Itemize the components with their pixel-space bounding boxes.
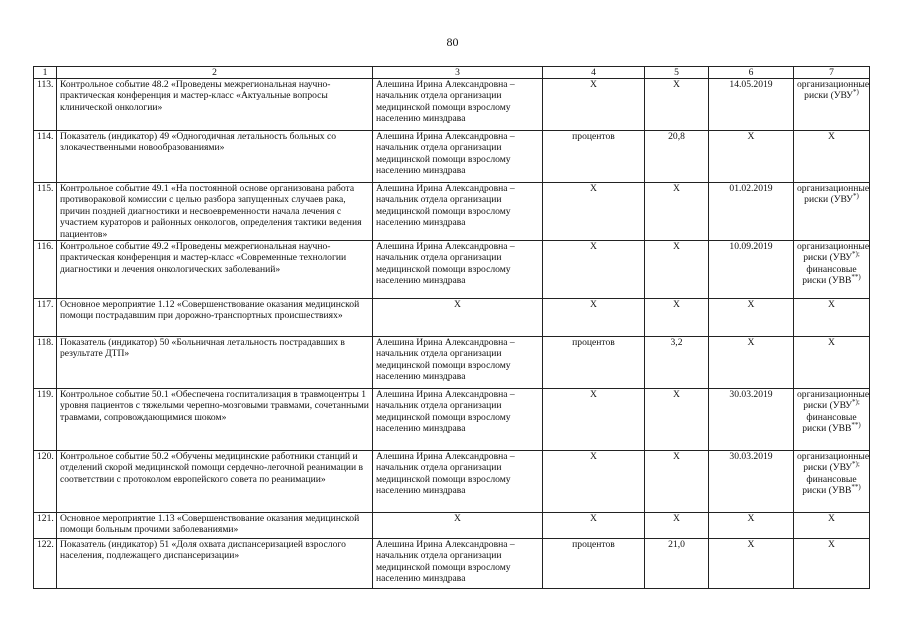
indicator-value: 20,8 xyxy=(645,131,709,183)
responsible-person: Алешина Ирина Александровна – начальник отдела организации медицинской помощи взрослому населению минздрава xyxy=(373,451,543,513)
row-number: 120. xyxy=(34,451,57,513)
risk-cell xyxy=(794,183,870,241)
risk-code-mark: *) xyxy=(852,192,859,201)
risk-label: организационные риски xyxy=(797,241,870,264)
due-date: Х xyxy=(709,131,794,183)
risk-label: Х xyxy=(828,513,835,525)
due-date: Х xyxy=(709,299,794,337)
unit-of-measure: Х xyxy=(543,79,645,131)
risk-code-mark: *); xyxy=(852,460,860,469)
column-number: 4 xyxy=(543,67,645,79)
risk-label: организационные риски xyxy=(797,79,870,102)
unit-of-measure: Х xyxy=(543,183,645,241)
unit-of-measure: процентов xyxy=(543,131,645,183)
due-date: Х xyxy=(709,337,794,389)
risk-code: (УВУ xyxy=(829,252,852,264)
responsible-person: Алешина Ирина Александровна – начальник отдела организации медицинской помощи взрослому населению минздрава xyxy=(373,539,543,589)
table-row xyxy=(34,131,870,183)
row-number: 122. xyxy=(34,539,57,589)
due-date: 30.03.2019 xyxy=(709,389,794,451)
risk-label-financial: финансовые риски xyxy=(802,263,857,287)
risk-cell xyxy=(794,389,870,451)
plan-table xyxy=(33,66,870,589)
due-date: 01.02.2019 xyxy=(709,183,794,241)
column-number: 6 xyxy=(709,67,794,79)
risk-code-financial: (УВВ xyxy=(828,423,852,435)
indicator-value: 3,2 xyxy=(645,337,709,389)
unit-of-measure: процентов xyxy=(543,337,645,389)
risk-cell xyxy=(794,241,870,299)
row-description: Основное мероприятие 1.12 «Совершенствование оказания медицинской помощи пострадавшим при дорожно-транспортных происшествиях» xyxy=(57,299,373,337)
page-number: 80 xyxy=(446,35,459,49)
table-row xyxy=(34,299,870,337)
indicator-value: Х xyxy=(645,389,709,451)
risk-label: организационные риски xyxy=(797,183,870,206)
row-description: Показатель (индикатор) 50 «Больничная летальность пострадавших в результате ДТП» xyxy=(57,337,373,389)
risk-cell xyxy=(794,451,870,513)
responsible-person: Х xyxy=(373,299,543,337)
risk-label: Х xyxy=(828,337,835,349)
risk-cell xyxy=(794,513,870,539)
table-row xyxy=(34,337,870,389)
responsible-person: Алешина Ирина Александровна – начальник отдела организации медицинской помощи взрослому населению минздрава xyxy=(373,183,543,241)
unit-of-measure: Х xyxy=(543,299,645,337)
row-number: 119. xyxy=(34,389,57,451)
row-description: Показатель (индикатор) 49 «Одногодичная летальность больных со злокачественными новообразованиями» xyxy=(57,131,373,183)
row-number: 117. xyxy=(34,299,57,337)
row-description: Контрольное событие 49.2 «Проведены межрегиональная научно-практическая конференция и мастер-класс «Современные технологии диагностики и лечения онкологических заболеваний» xyxy=(57,241,373,299)
unit-of-measure: Х xyxy=(543,513,645,539)
table-row xyxy=(34,539,870,589)
row-number: 116. xyxy=(34,241,57,299)
risk-cell xyxy=(794,299,870,337)
indicator-value: Х xyxy=(645,241,709,299)
row-number: 114. xyxy=(34,131,57,183)
column-number-row xyxy=(34,67,870,79)
unit-of-measure: Х xyxy=(543,451,645,513)
responsible-person: Алешина Ирина Александровна – начальник отдела организации медицинской помощи взрослому населению минздрава xyxy=(373,389,543,451)
risk-code-financial: (УВВ xyxy=(828,275,852,287)
risk-code-financial-mark: **) xyxy=(851,483,861,492)
risk-label-financial: финансовые риски xyxy=(802,411,857,435)
responsible-person: Алешина Ирина Александровна – начальник отдела организации медицинской помощи взрослому населению минздрава xyxy=(373,337,543,389)
due-date: 14.05.2019 xyxy=(709,79,794,131)
row-description: Показатель (индикатор) 51 «Доля охвата диспансеризацией взрослого населения, подлежащего диспансеризации» xyxy=(57,539,373,589)
table-row xyxy=(34,389,870,451)
table-row xyxy=(34,451,870,513)
due-date: Х xyxy=(709,539,794,589)
risk-cell xyxy=(794,131,870,183)
table-row xyxy=(34,241,870,299)
risk-label: Х xyxy=(828,131,835,142)
risk-code: (УВУ xyxy=(829,400,852,412)
responsible-person: Алешина Ирина Александровна – начальник отдела организации медицинской помощи взрослому населению минздрава xyxy=(373,131,543,183)
row-description: Контрольное событие 50.2 «Обучены медицинские работники станций и отделений скорой медицинской помощи сердечно-легочной реанимации в соответствии с протоколом европейского совета по реанимации» xyxy=(57,451,373,513)
row-number: 113. xyxy=(34,79,57,131)
row-description: Контрольное событие 48.2 «Проведены межрегиональная научно-практическая конференция и мастер-класс «Актуальные вопросы клинической онкологии» xyxy=(57,79,373,131)
table-row xyxy=(34,513,870,539)
indicator-value: 21,0 xyxy=(645,539,709,589)
column-number: 7 xyxy=(794,67,870,79)
unit-of-measure: процентов xyxy=(543,539,645,589)
row-description: Основное мероприятие 1.13 «Совершенствование оказания медицинской помощи больным прочими заболеваниями» xyxy=(57,513,373,539)
row-number: 115. xyxy=(34,183,57,241)
due-date: 10.09.2019 xyxy=(709,241,794,299)
risk-code: (УВУ xyxy=(830,90,853,102)
risk-code: (УВУ xyxy=(830,194,853,206)
indicator-value: Х xyxy=(645,79,709,131)
risk-code-mark: *); xyxy=(852,398,860,407)
row-number: 118. xyxy=(34,337,57,389)
risk-cell xyxy=(794,79,870,131)
risk-label: организационные риски xyxy=(797,451,870,474)
indicator-value: Х xyxy=(645,451,709,513)
indicator-value: Х xyxy=(645,183,709,241)
risk-cell xyxy=(794,337,870,389)
indicator-value: Х xyxy=(645,513,709,539)
risk-label: Х xyxy=(828,539,835,551)
responsible-person: Алешина Ирина Александровна – начальник отдела организации медицинской помощи взрослому населению минздрава xyxy=(373,79,543,131)
unit-of-measure: Х xyxy=(543,241,645,299)
responsible-person: Алешина Ирина Александровна – начальник отдела организации медицинской помощи взрослому населению минздрава xyxy=(373,241,543,299)
column-number: 1 xyxy=(34,67,57,79)
risk-code-mark: *); xyxy=(852,250,860,259)
indicator-value: Х xyxy=(645,299,709,337)
risk-label-financial: финансовые риски xyxy=(802,473,857,497)
column-number: 3 xyxy=(373,67,543,79)
risk-code-financial: (УВВ xyxy=(828,485,852,497)
table-row xyxy=(34,183,870,241)
risk-label: организационные риски xyxy=(797,389,870,412)
risk-code-financial-mark: **) xyxy=(851,273,861,282)
row-description: Контрольное событие 50.1 «Обеспечена госпитализация в травмоцентры 1 уровня пациентов с тяжелыми черепно-мозговыми травмами, сочетанными травмами, сопровождающимися шоком» xyxy=(57,389,373,451)
risk-code-mark: *) xyxy=(852,88,859,97)
risk-label: Х xyxy=(828,299,835,311)
risk-cell xyxy=(794,539,870,589)
due-date: Х xyxy=(709,513,794,539)
table-row xyxy=(34,79,870,131)
column-number: 5 xyxy=(645,67,709,79)
row-description: Контрольное событие 49.1 «На постоянной основе организована работа противораковой комиссии с целью разбора запущенных случаев рака, причин поздней диагностики и несвоевременности начала лечения с участием кураторов и районных онкологов, определения тактики ведения пациентов» xyxy=(57,183,373,241)
responsible-person: Х xyxy=(373,513,543,539)
risk-code: (УВУ xyxy=(829,462,852,474)
unit-of-measure: Х xyxy=(543,389,645,451)
due-date: 30.03.2019 xyxy=(709,451,794,513)
row-number: 121. xyxy=(34,513,57,539)
risk-code-financial-mark: **) xyxy=(851,421,861,430)
column-number: 2 xyxy=(57,67,373,79)
